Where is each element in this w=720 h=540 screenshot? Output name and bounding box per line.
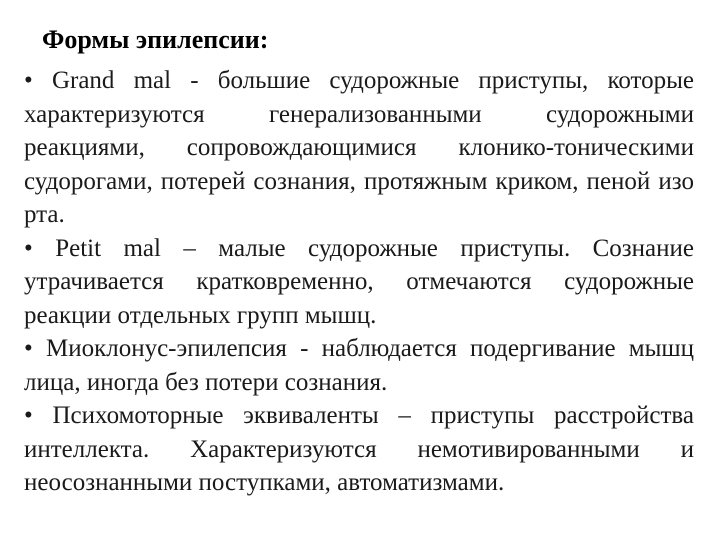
bullet: •	[24, 335, 33, 362]
list-item-psychomotor	[24, 399, 694, 500]
list-item-petit-mal	[24, 232, 694, 333]
item-text: Миоклонус-эпилепсия - наблюдается подергивание мышц лица, иногда без потери сознания.	[24, 335, 694, 396]
item-text: Психомоторные эквиваленты – приступы расстройства интеллекта. Характеризуются немотивированными и неосознанными поступками, автоматизмами.	[24, 402, 694, 496]
term-petit-mal: Petit mal	[55, 234, 161, 262]
list-item-grand-mal	[24, 64, 694, 232]
slide-title: Формы эпилепсии:	[42, 25, 269, 54]
slide-content	[24, 64, 694, 500]
bullet: •	[24, 234, 33, 262]
term-grand-mal: Grand mal	[51, 67, 172, 94]
bullet: •	[24, 402, 33, 429]
item-text: - большие судорожные приступы, которые характеризуются генерализованными судорожными реакциями, сопровождающимися клонико-тоническими судорогами, потерей сознания, протяжным криком, пеной изо рта.	[24, 67, 694, 228]
item-text: – малые судорожные приступы. Сознание утрачивается кратковременно, отмечаются судорожные реакции отдельных групп мышц.	[24, 234, 694, 329]
bullet: •	[24, 67, 33, 94]
list-item-myoclonus	[24, 332, 694, 399]
